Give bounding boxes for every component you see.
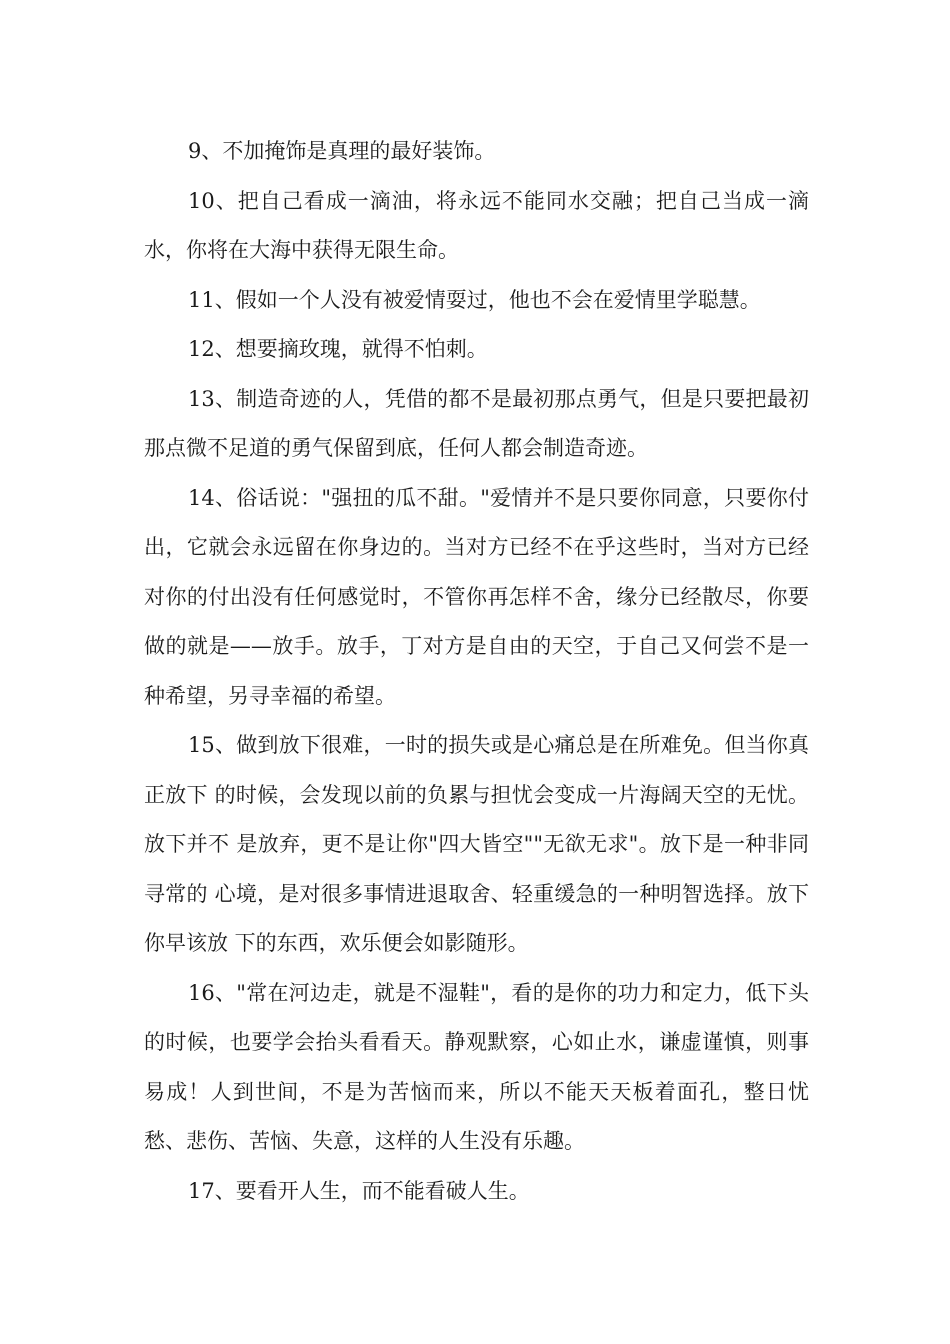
paragraph-14: 14、俗话说："强扭的瓜不甜。"爱情并不是只要你同意，只要你付出，它就会永远留在你身边的。当对方已经不在乎这些时，当对方已经对你的付出没有任何感觉时，不管你再怎样不舍，缘分已经散尽，你要做的就是——放手。放手，丁对方是自由的天空，于自己又何尝不是一种希望，另寻幸福的希望。 (144, 485, 809, 708)
paragraph-13: 13、制造奇迹的人，凭借的都不是最初那点勇气，但是只要把最初那点微不足道的勇气保留到底，任何人都会制造奇迹。 (144, 386, 809, 460)
paragraph-16: 16、"常在河边走，就是不湿鞋"，看的是你的功力和定力，低下头的时候，也要学会抬头看看天。静观默察，心如止水，谦虚谨慎，则事易成！人到世间，不是为苦恼而来，所以不能天天板着面孔，整日忧愁、悲伤、苦恼、失意，这样的人生没有乐趣。 (144, 980, 809, 1153)
paragraph-10: 10、把自己看成一滴油，将永远不能同水交融；把自己当成一滴水，你将在大海中获得无限生命。 (144, 188, 809, 262)
document-body (144, 127, 809, 1216)
paragraph-11: 11、假如一个人没有被爱情耍过，他也不会在爱情里学聪慧。 (188, 287, 761, 312)
paragraph-12: 12、想要摘玫瑰，就得不怕刺。 (188, 337, 488, 361)
paragraph-9: 9、不加掩饰是真理的最好装饰。 (188, 139, 496, 163)
paragraph-15: 15、做到放下很难，一时的损失或是心痛总是在所难免。但当你真正放下 的时候，会发现以前的负累与担忧会变成一片海阔天空的无忧。放下并不 是放弃，更不是让你"四大皆空""无欲无求"。放下是一种非同寻常的 心境，是对很多事情进退取舍、轻重缓急的一种明智选择。放下你早该放 下的东西，欢乐便会如影随形。 (144, 733, 809, 955)
paragraph-17: 17、要看开人生，而不能看破人生。 (188, 1178, 530, 1203)
